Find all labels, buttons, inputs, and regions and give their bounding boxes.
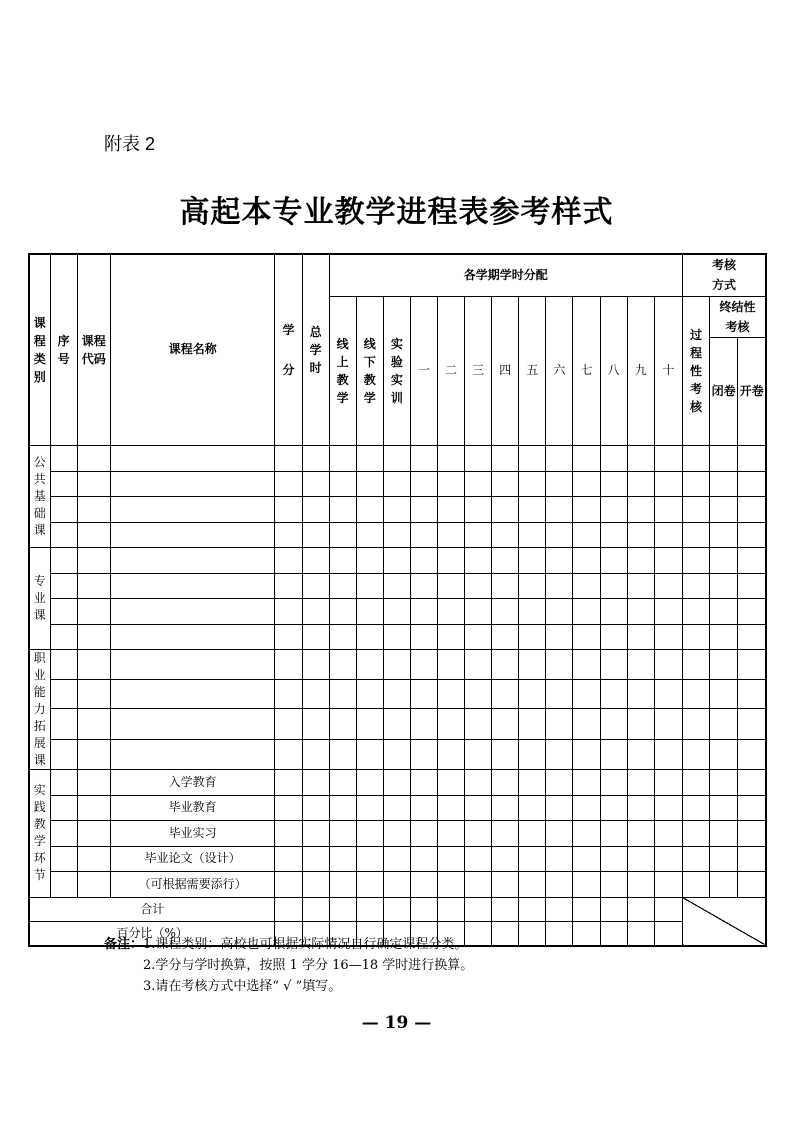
note-line-1: 备注：1.课程类别：高校也可根据实际情况自行确定课程分类。: [104, 936, 468, 952]
diagonal-cell: [682, 897, 766, 946]
header-seq: 序号: [50, 254, 77, 445]
appendix-label: 附表 2: [104, 134, 156, 154]
header-process-exam: 过程性考核: [682, 296, 709, 445]
header-semester: 四: [492, 296, 519, 445]
header-closed-book: 闭卷: [710, 337, 738, 445]
header-final-exam: 终结性考核: [710, 296, 766, 337]
header-course-name: 课程名称: [110, 254, 275, 445]
practice-item: 毕业实习: [110, 820, 275, 846]
practice-item: 毕业论文（设计）: [110, 846, 275, 871]
header-semester: 七: [573, 296, 600, 445]
practice-item: （可根据需要添行）: [110, 871, 275, 897]
header-semester: 十: [654, 296, 682, 445]
header-semester: 八: [600, 296, 627, 445]
total-label: 合计: [29, 897, 275, 921]
header-exam-mode: 考核方式: [682, 254, 766, 296]
note-line-3: 3.请在考核方式中选择“ √ ”填写。: [143, 979, 342, 994]
percent-label: 百分比（%）: [29, 921, 275, 946]
page-title: 高起本专业教学进程表参考样式: [179, 195, 614, 230]
header-code: 课程代码: [77, 254, 110, 445]
notes: [104, 933, 473, 997]
header-semester: 三: [465, 296, 492, 445]
header-semester: 二: [438, 296, 465, 445]
header-semester: 六: [546, 296, 573, 445]
section-practice: 实践教学环节: [29, 769, 50, 897]
header-semester: 一: [410, 296, 437, 445]
header-category: 课程类别: [29, 254, 50, 445]
header-semester: 九: [627, 296, 654, 445]
header-total-hours: 总学时: [302, 254, 329, 445]
practice-item: 入学教育: [110, 769, 275, 795]
header-offline: 线下教学: [356, 296, 383, 445]
teaching-schedule-table: [28, 253, 767, 947]
section-career: 职业能力拓展课: [29, 649, 50, 769]
notes-label: 备注：: [104, 936, 144, 951]
header-semester-distribution: 各学期学时分配: [329, 254, 682, 296]
section-major: 专业课: [29, 547, 50, 649]
header-credit: 学分: [275, 254, 302, 445]
practice-item: 毕业教育: [110, 795, 275, 820]
page-number: — 19 —: [361, 1013, 432, 1033]
header-open-book: 开卷: [738, 337, 766, 445]
header-semester: 五: [519, 296, 546, 445]
section-public: 公共基础课: [29, 445, 50, 547]
header-lab: 实验实训: [383, 296, 410, 445]
note-line-2: 2.学分与学时换算，按照 1 学分 16—18 学时进行换算。: [143, 958, 474, 973]
header-online: 线上教学: [329, 296, 356, 445]
